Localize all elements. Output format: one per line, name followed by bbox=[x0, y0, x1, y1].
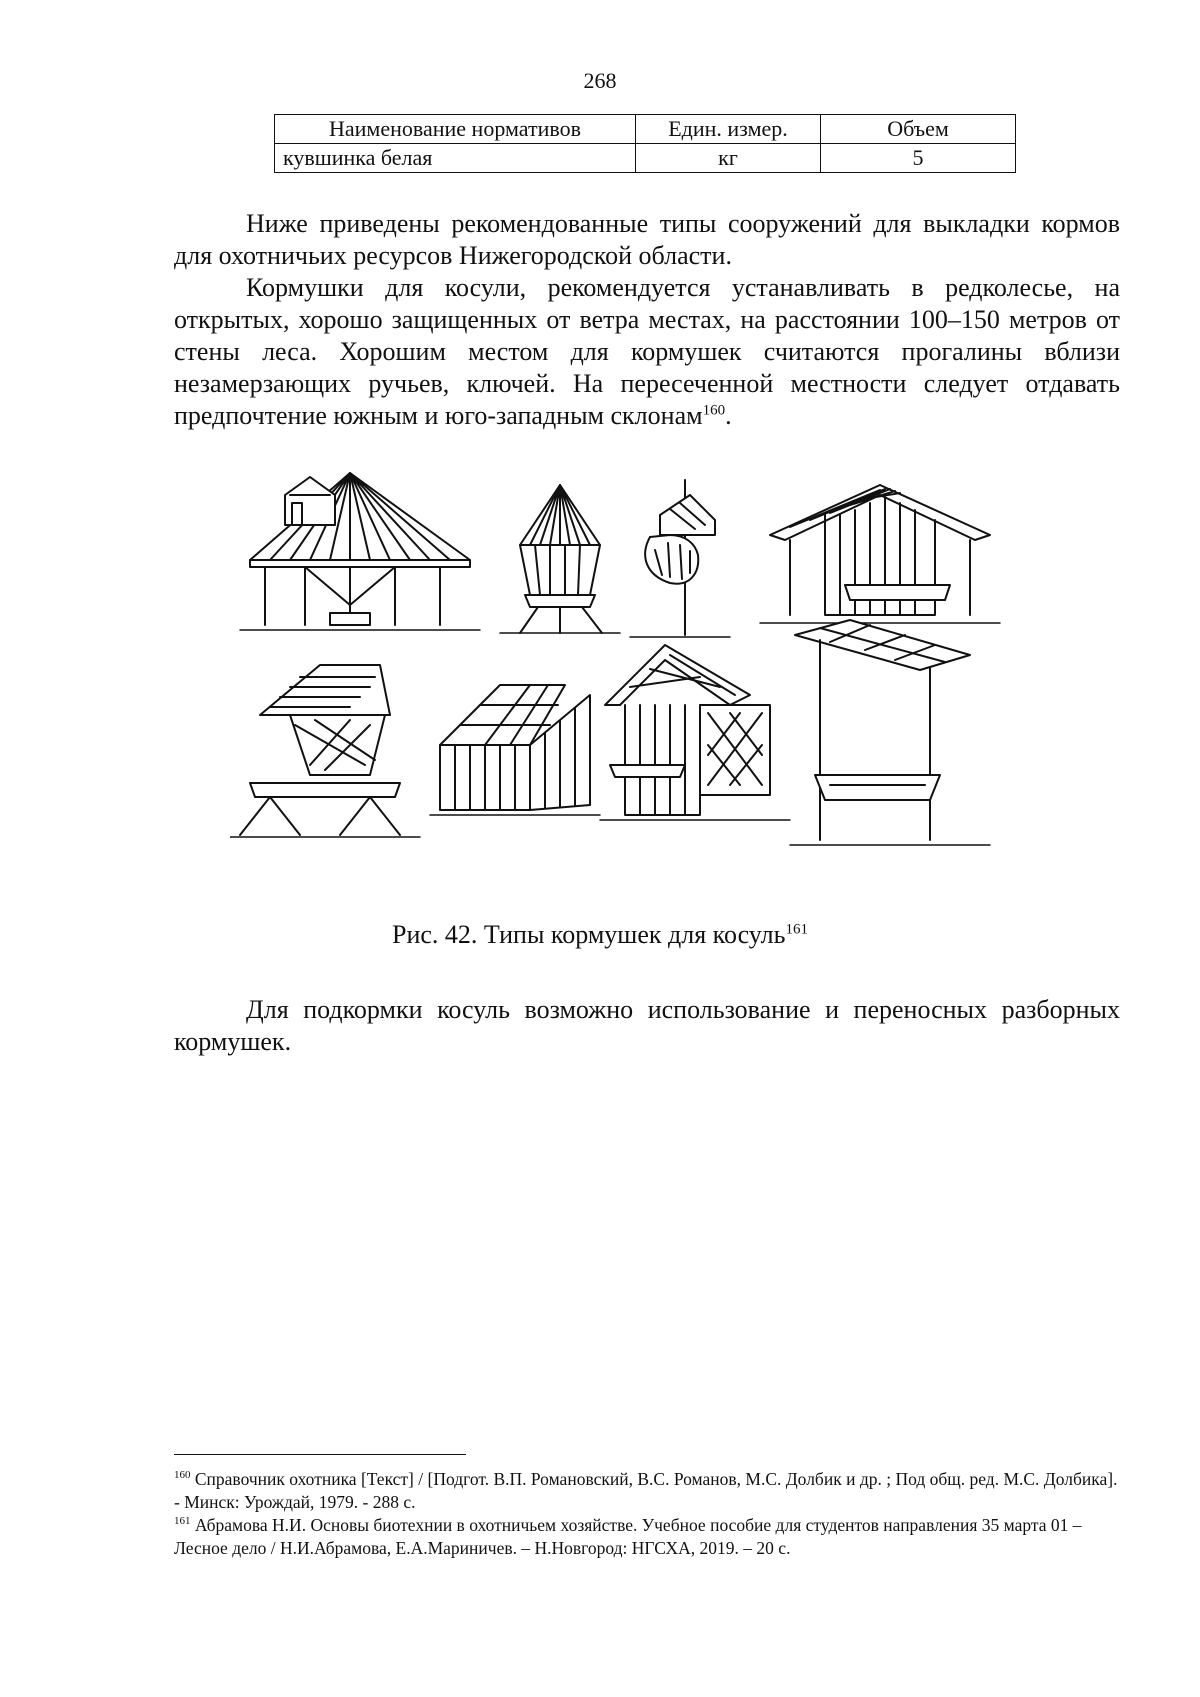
paragraph-feeder-placement: Кормушки для косули, рекомендуется устанавливать в редколесье, на открытых, хорошо защищенных от ветра местах, на расстоянии 100–150 метров от стены леса. Хорошим местом для кормушек считаются прогалины вблизи незамерзающих ручьев, ключей. На пересеченной местности следует отдавать предпочтение южным и юго-западным склонам$^{160}$. bbox=[174, 273, 1120, 430]
footnote-divider bbox=[174, 1454, 466, 1455]
feeder-5 bbox=[230, 665, 420, 837]
table-cell-volume: 5 bbox=[821, 144, 1016, 173]
norms-table bbox=[274, 114, 1016, 173]
table-cell-unit: кг bbox=[636, 144, 821, 173]
feeder-1 bbox=[240, 473, 480, 630]
footnotes bbox=[174, 1468, 1120, 1560]
paragraph-portable-feeders: Для подкормки косуль возможно использование и переносных разборных кормушек. bbox=[174, 995, 1120, 1056]
feeders-illustration bbox=[230, 465, 1070, 910]
feeder-7 bbox=[600, 645, 790, 820]
table-cell-name: кувшинка белая bbox=[275, 144, 636, 173]
paragraph-intro: Ниже приведены рекомендованные типы сооружений для выкладки кормов для охотничьих ресурсов Нижегородской области. bbox=[174, 209, 1120, 270]
footnote-ref-160[interactable]: 160 bbox=[702, 402, 726, 419]
figure-caption: Рис. 42. Типы кормушек для косуль$^{161}$ bbox=[391, 920, 809, 949]
feeder-4 bbox=[760, 485, 1000, 623]
table-header-volume: Объем bbox=[821, 115, 1016, 144]
table-header-name: Наименование нормативов bbox=[275, 115, 636, 144]
feeder-8 bbox=[790, 620, 990, 845]
body-text-bottom bbox=[174, 994, 1120, 1058]
table-row bbox=[275, 144, 1016, 173]
table-header-row bbox=[275, 115, 1016, 144]
feeder-6 bbox=[430, 685, 600, 815]
page-number: 268 bbox=[583, 68, 617, 93]
footnote-161: $^{161}$ Абрамова Н.И. Основы биотехнии в охотничьем хозяйстве. Учебное пособие для студентов направления 35 марта 01 – Лесное дело / Н.И.Абрамова, Е.А.Мариничев. – Н.Новгород: НГСХА, 2019. – 20 с. bbox=[174, 1515, 1082, 1558]
footnote-ref-161[interactable]: 161 bbox=[785, 921, 809, 938]
body-text-top bbox=[174, 208, 1120, 432]
feeder-3 bbox=[630, 480, 730, 637]
figure-feeder-types bbox=[230, 465, 1070, 910]
table-header-unit: Един. измер. bbox=[636, 115, 821, 144]
feeder-2 bbox=[500, 485, 620, 633]
footnote-160: $^{160}$ Справочник охотника [Текст] / [Подгот. В.П. Романовский, В.С. Романов, М.С. Долбик и др. ; Под общ. ред. М.С. Долбика]. - Минск: Урождай, 1979. - 288 с. bbox=[174, 1469, 1118, 1512]
